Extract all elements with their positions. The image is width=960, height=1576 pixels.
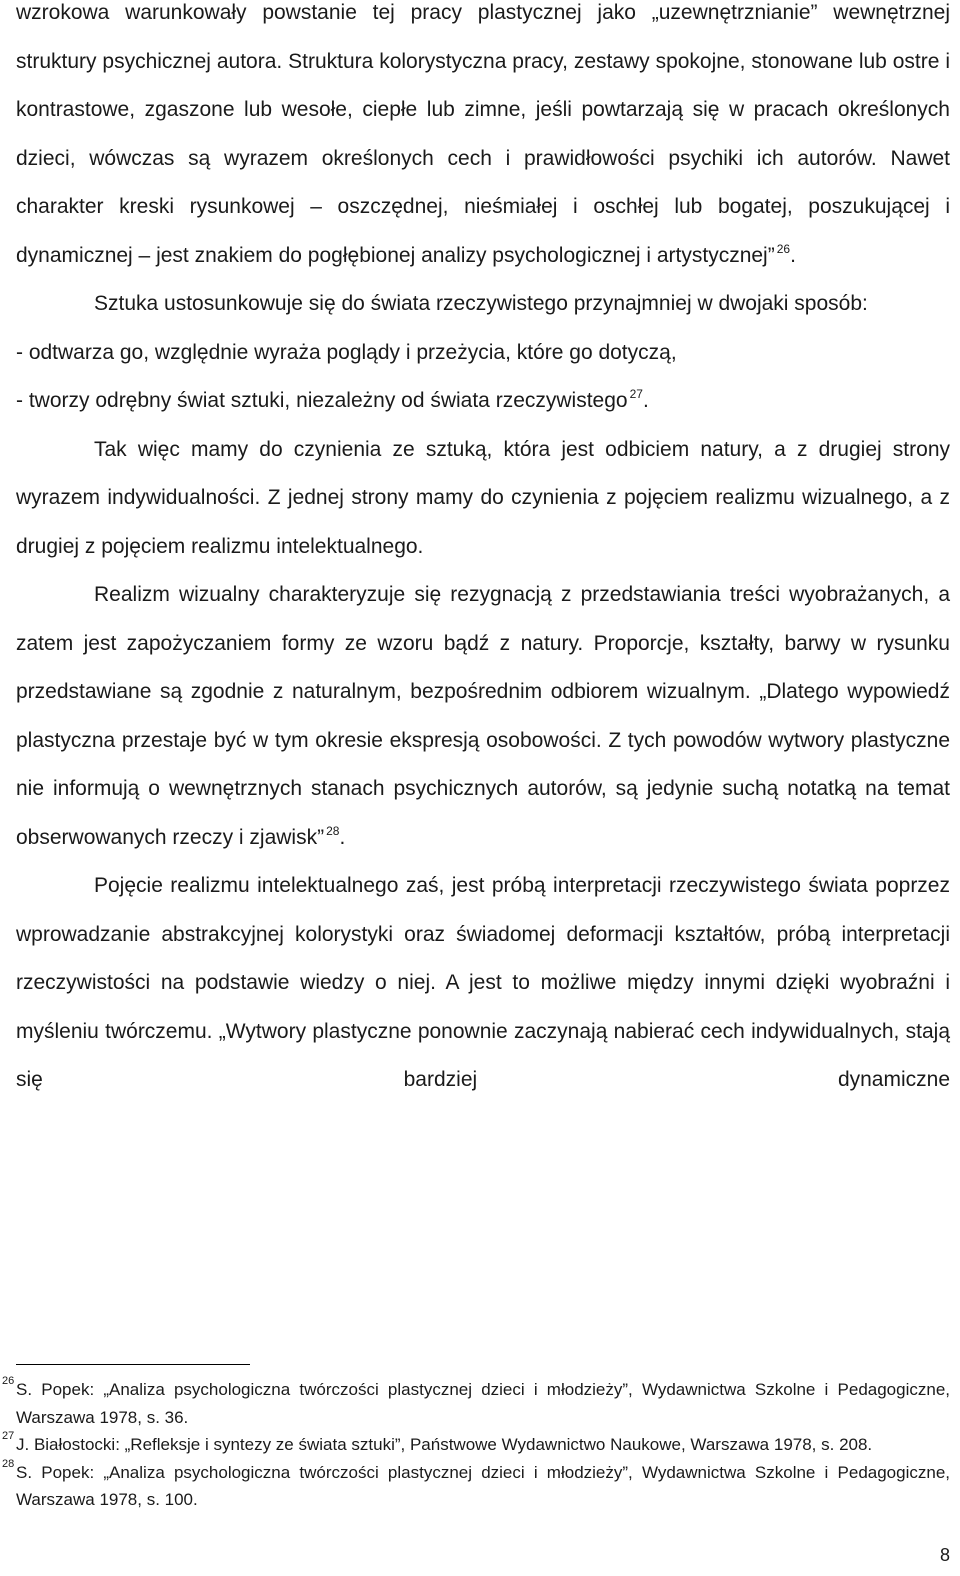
footnote-number: 28	[2, 1457, 15, 1470]
paragraph-text: Pojęcie realizmu intelektualnego zaś, jest próbą interpretacji rzeczywistego świata poprzez wprowadzanie abstrakcyjnej kolorystyki oraz świadomej deformacji kształtów, próbą interpretacji rzeczywistości na podstawie wiedzy o niej. A jest to możliwe między innymi dzięki wyobraźni i myśleniu twórczemu. „Wytwory plastyczne ponownie zaczynają nabierać cech indywidualnych, stają się bardziej dynamiczne	[16, 874, 950, 1091]
footnote-28	[2, 1457, 950, 1514]
paragraph-1	[16, 0, 950, 280]
paragraph-2	[16, 280, 950, 329]
paragraph-text: Sztuka ustosunkowuje się do świata rzeczywistego przynajmniej w dwojaki sposób:	[94, 292, 868, 315]
page-number: 8	[939, 1545, 950, 1565]
footnote-ref: 27	[629, 387, 643, 401]
list-item-text: - tworzy odrębny świat sztuki, niezależny od świata rzeczywistego	[16, 389, 628, 412]
paragraph-tail: .	[339, 825, 346, 849]
paragraph-3	[16, 426, 950, 572]
paragraph-4	[16, 571, 950, 862]
paragraph-text: Realizm wizualny charakteryzuje się rezygnacją z przedstawiania treści wyobrażanych, a zatem jest zapożyczaniem formy ze wzoru bądź z natury. Proporcje, kształty, barwy w rysunku przedstawiane są zgodnie z naturalnym, bezpośrednim odbiorem wizualnym. „Dlatego wypowiedź plastyczna przestaje być w tym okresie ekspresją osobowości. Z tych powodów wytwory plastyczne nie informują o wewnętrznych stanach psychicznych autorów, są jedynie suchą notatką na temat obserwowanych rzeczy i zjawisk”	[16, 583, 950, 849]
footnote-ref: 26	[776, 241, 791, 256]
footnote-text: J. Białostocki: „Refleksje i syntezy ze świata sztuki”, Państwowe Wydawnictwo Naukowe, Warszawa 1978, s. 208.	[16, 1435, 873, 1454]
paragraph-tail: .	[790, 243, 796, 267]
footnote-26	[2, 1375, 950, 1431]
paragraph-5	[16, 862, 950, 1105]
footnote-text: S. Popek: „Analiza psychologiczna twórczości plastycznej dzieci i młodzieży”, Wydawnictwa Szkolne i Pedagogiczne, Warszawa 1978, s. 100.	[16, 1462, 950, 1509]
list-item-text: - odtwarza go, względnie wyraża poglądy i przeżycia, które go dotyczą,	[16, 340, 677, 364]
footnotes	[2, 1375, 950, 1514]
body-text	[16, 0, 950, 1105]
paragraph-text: wzrokowa warunkowały powstanie tej pracy plastycznej jako „uzewnętrznianie” wewnętrznej struktury psychicznej autora. Struktura kolorystyczna pracy, zestawy spokojne, stonowane lub ostre i kontrastowe, zgaszone lub wesołe, ciepłe lub zimne, jeśli powtarzają się w pracach określonych dzieci, wówczas są wyrazem określonych cech i prawidłowości psychiki ich autorów. Nawet charakter kreski rysunkowej – oszczędnej, nieśmiałej i oschłej lub bogatej, poszukującej i dynamicznej – jest znakiem do pogłębionej analizy psychologicznej i artystycznej”	[16, 1, 950, 267]
list-item-2	[16, 377, 950, 426]
paragraph-text: Tak więc mamy do czynienia ze sztuką, która jest odbiciem natury, a z drugiej strony wyrazem indywidualności. Z jednej strony mamy do czynienia z pojęciem realizmu wizualnego, a z drugiej z pojęciem realizmu intelektualnego.	[16, 437, 950, 558]
footnote-number: 27	[2, 1430, 15, 1442]
footnote-27	[2, 1430, 950, 1459]
footnote-separator	[16, 1364, 250, 1365]
footnote-text: S. Popek: „Analiza psychologiczna twórczości plastycznej dzieci i młodzieży”, Wydawnictwa Szkolne i Pedagogiczne, Warszawa 1978, s. 36.	[16, 1380, 950, 1427]
paragraph-tail: .	[642, 389, 649, 412]
footnote-ref: 28	[326, 823, 340, 838]
footnote-number: 26	[2, 1375, 15, 1387]
list-item-1	[16, 329, 950, 378]
